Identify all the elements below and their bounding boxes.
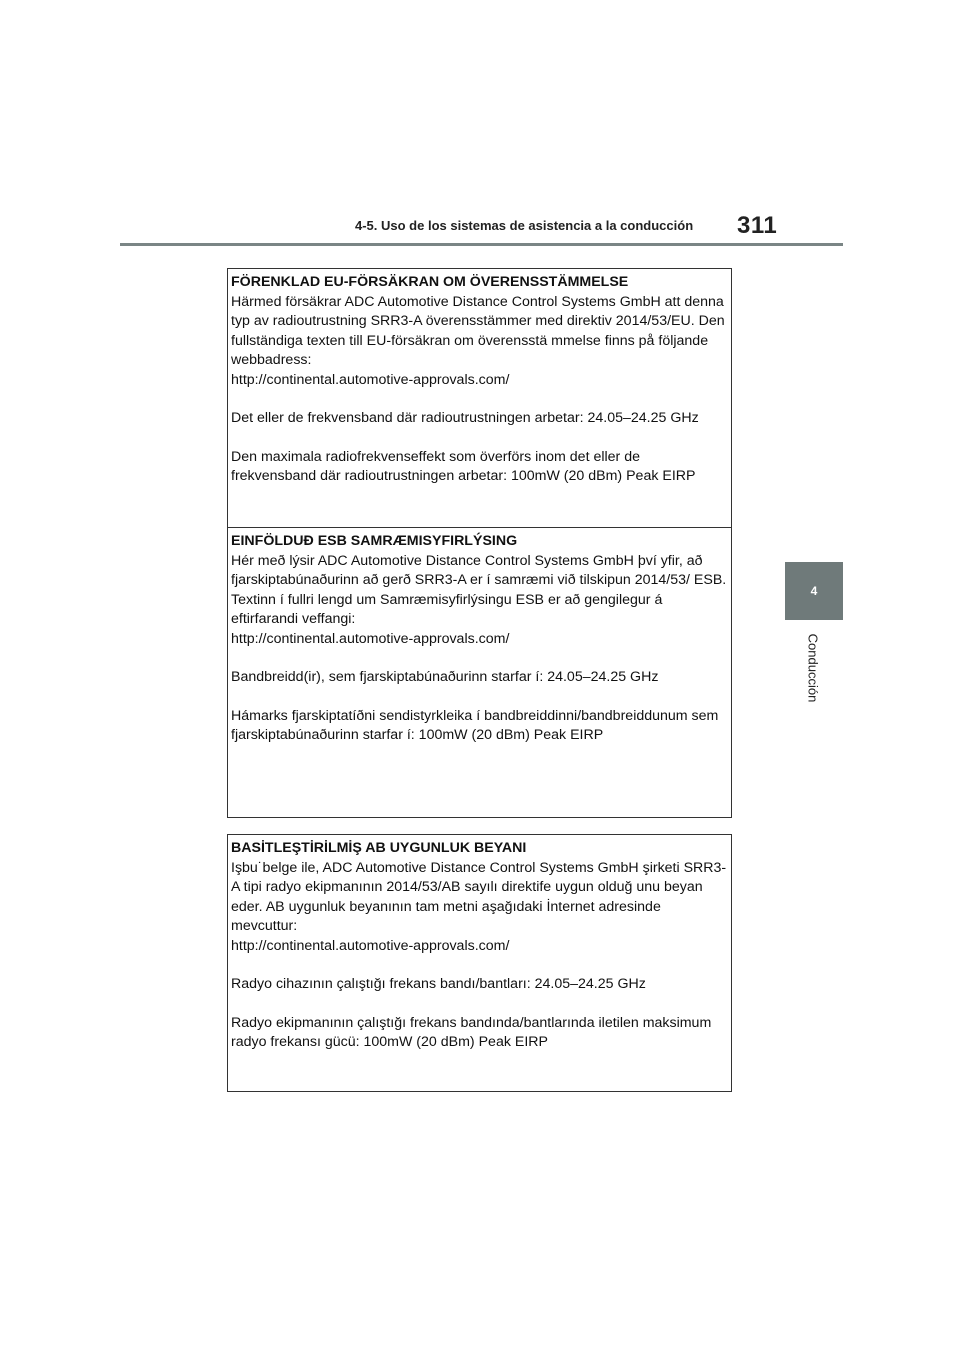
section-title: FÖRENKLAD EU-FÖRSÄKRAN OM ÖVERENSSTÄMMELSE xyxy=(231,274,629,290)
approval-url: http://continental.automotive-approvals.com/ xyxy=(231,630,510,647)
running-header: 4-5. Uso de los sistemas de asistencia a la conducción xyxy=(355,218,694,233)
declaration-section-turkish xyxy=(228,835,731,1057)
declaration-box-tr xyxy=(227,834,732,1092)
page-number: 311 xyxy=(737,212,778,239)
max-power-text: Hámarks fjarskiptatíðni sendistyrkleika í bandbreiddinni/bandbreiddunum sem fjarskiptabúnaðurinn starfar í: 100mW (20 dBm) Peak EIRP xyxy=(231,707,719,743)
declaration-text: Işbu˙belge ile, ADC Automotive Distance Control Systems GmbH şirketi SRR3-A tipi radyo ekipmanının 2014/53/AB sayılı direktife uygun olduğ unu beyan eder. AB uygunluk beyanının tam metni aşağıdaki İnternet adresinde mevcuttur: xyxy=(231,859,727,934)
max-power-text: Den maximala radiofrekvenseffekt som överförs inom det eller de frekvensband där radioutrustningen arbetar: 100mW (20 dBm) Peak EIRP xyxy=(231,448,696,484)
frequency-band-text: Bandbreidd(ir), sem fjarskiptabúnaðurinn starfar í: 24.05–24.25 GHz xyxy=(231,669,659,685)
approval-url: http://continental.automotive-approvals.com/ xyxy=(231,371,510,388)
declaration-section-swedish xyxy=(228,269,731,527)
header-rule xyxy=(120,243,843,246)
chapter-number: 4 xyxy=(810,584,818,598)
declaration-box-sv-is xyxy=(227,268,732,818)
max-power-text: Radyo ekipmanının çalıştığı frekans bandında/bantlarında iletilen maksimum radyo frekansı gücü: 100mW (20 dBm) Peak EIRP xyxy=(231,1014,712,1050)
chapter-label: Conducción xyxy=(805,633,821,703)
chapter-tab xyxy=(785,562,843,620)
frequency-band-text: Det eller de frekvensband där radioutrustningen arbetar: 24.05–24.25 GHz xyxy=(231,410,699,426)
section-title: EINFÖLDUÐ ESB SAMRÆMISYFIRLÝSING xyxy=(231,533,518,549)
declaration-text: Härmed försäkrar ADC Automotive Distance Control Systems GmbH att denna typ av radioutrustning SRR3-A överensstämmer med direktiv 2014/53/EU. Den fullständiga texten till EU-försäkran om överensstä mmelse finns på följande webbadress: xyxy=(231,293,725,368)
approval-url: http://continental.automotive-approvals.com/ xyxy=(231,937,510,954)
declaration-section-icelandic xyxy=(228,527,731,750)
declaration-text: Hér með lýsir ADC Automotive Distance Control Systems GmbH því yfir, að fjarskiptabúnaðurinn að gerð SRR3-A er í samræmi við tilskipun 2014/53/ ESB. Textinn í fullri lengd um Samræmisyfirlýsingu ESB er að gengilegur á eftirfarandi veffangi: xyxy=(231,552,727,627)
frequency-band-text: Radyo cihazının çalıştığı frekans bandı/bantları: 24.05–24.25 GHz xyxy=(231,976,646,992)
section-title: BASİTLEŞTİRİLMİŞ AB UYGUNLUK BEYANI xyxy=(231,840,527,856)
